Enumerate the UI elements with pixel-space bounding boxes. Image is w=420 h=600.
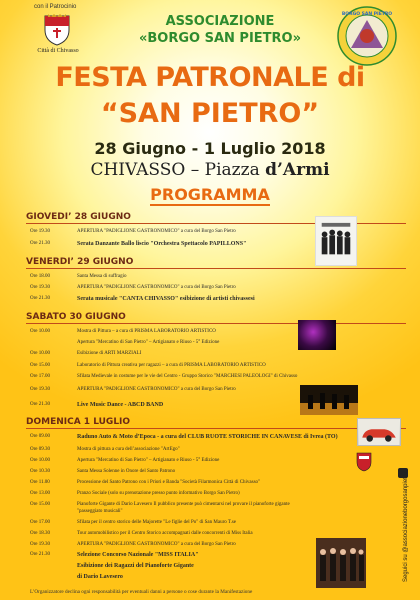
event-time: Ore 10.00	[30, 329, 50, 334]
social-handle[interactable]: Seguici su @associazioneborgosanpietro	[403, 471, 409, 582]
event-row	[30, 469, 175, 474]
event-row	[30, 340, 219, 345]
event-row	[30, 351, 141, 356]
event-text: Apertura "Mercatino di San Pietro" – Artigianato e Riuso - 5° Edizione	[77, 458, 220, 463]
day-heading-friday: VENERDI’ 29 GIUGNO	[26, 257, 134, 267]
venue-city: CHIVASSO – Piazza	[90, 160, 260, 180]
programma-label: PROGRAMMA	[150, 185, 270, 204]
dance-photo	[298, 320, 336, 350]
event-row	[30, 509, 123, 514]
event-text: Sfilata Medievale in costume per le vie del Centro - Gruppo Storico "MARCHESI PALEOLOGI" di Chivasso	[77, 374, 298, 379]
poster-title-line2: “SAN PIETRO”	[100, 98, 320, 129]
association-name	[120, 14, 320, 48]
event-text: Pianoforte Gigante di Dario Lavesero Il pubblico presente può cimentarsi nel provare il pianoforte gigante	[77, 502, 290, 507]
event-text: Live Music Dance - ABCD BAND	[77, 402, 164, 408]
event-row	[30, 502, 290, 507]
city-name: Città di Chivasso	[37, 48, 79, 54]
badge-text: BORGO SAN PIETRO	[341, 12, 393, 17]
event-dates: 28 Giugno - 1 Luglio 2018	[94, 139, 326, 158]
vintage-car-photo	[357, 418, 401, 446]
event-time: Ore 21.30	[30, 296, 50, 301]
event-text: Serata Danzante Ballo liscio "Orchestra Spettacolo PAPILLONS"	[77, 241, 247, 247]
event-text: di Dario Lavesero	[77, 574, 123, 580]
day-heading-thursday: GIOVEDI’ 28 GIUGNO	[26, 212, 131, 222]
event-row	[30, 402, 163, 408]
event-row	[30, 434, 338, 440]
event-row	[30, 552, 199, 558]
event-text: APERTURA "PADIGLIONE GASTRONOMICO" a cura del Borgo San Pietro	[77, 229, 236, 234]
event-time: Ore 21.30	[30, 241, 50, 246]
event-text: Apertura "Mercatino di San Pietro" – Artigianato e Riuso - 5° Edizione	[77, 340, 220, 345]
patronage-label: con il Patrocinio	[34, 4, 77, 10]
event-row	[30, 329, 216, 334]
association-line1: ASSOCIAZIONE	[165, 14, 275, 29]
disclaimer-text: L’Organizzatore declina ogni responsabilità per eventuali danni a persone o cose durante la Manifestazione	[30, 589, 253, 595]
event-text: Serata musicale "CANTA CHIVASSO" esibizione di artisti chivassesi	[77, 296, 255, 302]
event-row	[30, 491, 240, 496]
venue-square: d’Armi	[265, 160, 330, 180]
event-time: Ore 21.30	[30, 402, 50, 407]
event-time: Ore 19.30	[30, 542, 50, 547]
event-text: Processione del Santo Patrono con i Priori e Banda "Società Filarmonica Città di Chivasso"	[77, 480, 261, 485]
event-text: Tour automobilistico per il Centro Storico accompagnati dalle concorrenti di Miss Italia	[77, 531, 253, 536]
event-row	[30, 531, 253, 536]
event-row	[30, 229, 236, 234]
event-row	[30, 285, 236, 290]
event-row	[30, 480, 260, 485]
day-divider	[26, 323, 406, 324]
event-row	[30, 387, 236, 392]
day-divider	[26, 268, 406, 269]
city-crest-icon	[42, 12, 72, 46]
event-text: Sfilata per il centro storico delle Majorette "Le figlie del Po" di San Mauro T.se	[77, 520, 236, 525]
event-time: Ore 10.00	[30, 458, 50, 463]
event-time: Ore 15.00	[30, 502, 50, 507]
event-row	[30, 458, 219, 463]
event-row	[30, 447, 180, 452]
event-time: Ore 17.00	[30, 374, 50, 379]
event-row	[30, 296, 255, 302]
programma-heading	[0, 185, 420, 204]
event-time: Ore 13.00	[30, 491, 50, 496]
event-row	[30, 574, 123, 580]
event-text: Laboratorio di Pittura creativa per ragazzi – a cura di PRISMA LABORATORIO ARTISTICO	[77, 363, 266, 368]
event-row	[30, 274, 126, 279]
event-time: Ore 19.30	[30, 229, 50, 234]
event-time: Ore 09.30	[30, 447, 50, 452]
event-row	[30, 363, 266, 368]
event-text: Pranzo Sociale (solo su prenotazione presso punto informativo Borgo San Pietro)	[77, 491, 240, 496]
event-row	[30, 520, 236, 525]
day-divider	[26, 428, 406, 429]
event-text: "passeggiato musicali"	[77, 509, 123, 514]
event-text: APERTURA "PADIGLIONE GASTRONOMICO" a cura del Borgo San Pietro	[77, 542, 236, 547]
event-text: Raduno Auto & Moto d’Epoca - a cura del CLUB RUOTE STORICHE IN CANAVESE di Ivrea (TO)	[77, 434, 338, 440]
event-time: Ore 11.00	[30, 480, 50, 485]
event-text: Santa Messa di suffragio	[77, 274, 127, 279]
event-time: Ore 09.00	[30, 434, 50, 439]
miss-italia-photo	[316, 538, 366, 588]
club-crest-icon	[356, 452, 372, 472]
day-heading-saturday: SABATO 30 GIUGNO	[26, 312, 126, 322]
event-time: Ore 10.30	[30, 469, 50, 474]
association-badge-icon	[337, 6, 397, 66]
event-text: Mostra di Pittura – a cura di PRISMA LABORATORIO ARTISTICO	[77, 329, 216, 334]
event-row	[30, 563, 194, 569]
event-text: APERTURA "PADIGLIONE GASTRONOMICO" a cura del Borgo San Pietro	[77, 285, 236, 290]
event-text: APERTURA "PADIGLIONE GASTRONOMICO" a cura del Borgo San Pietro	[77, 387, 236, 392]
event-venue	[0, 160, 420, 180]
event-time: Ore 15.00	[30, 363, 50, 368]
poster-title-line1: FESTA PATRONALE di	[55, 62, 365, 93]
event-row	[30, 241, 246, 247]
event-time: Ore 17.00	[30, 520, 50, 525]
event-text: Esibizione dei Ragazzi del Pianoforte Gigante	[77, 563, 194, 569]
event-text: Santa Messa Solenne in Onore del Santo Patrono	[77, 469, 176, 474]
event-row	[30, 374, 297, 379]
event-time: Ore 21.30	[30, 552, 50, 557]
association-line2: «BORGO SAN PIETRO»	[138, 30, 302, 46]
live-band-photo	[300, 385, 358, 415]
event-time: Ore 18.00	[30, 274, 50, 279]
event-text: Mostra di pittura a cura dell’associazione "ArtEgo"	[77, 447, 180, 452]
event-text: Selezione Concorso Nazionale "MISS ITALIA"	[77, 552, 199, 558]
event-time: Ore 10.00	[30, 351, 50, 356]
event-text: Esibizione di ARTI MARZIALI	[77, 351, 142, 356]
day-heading-sunday: DOMENICA 1 LUGLIO	[26, 417, 131, 427]
event-time: Ore 19.30	[30, 387, 50, 392]
event-time: Ore 19.30	[30, 285, 50, 290]
event-row	[30, 542, 236, 547]
band-photo	[315, 216, 357, 266]
event-time: Ore 18.30	[30, 531, 50, 536]
